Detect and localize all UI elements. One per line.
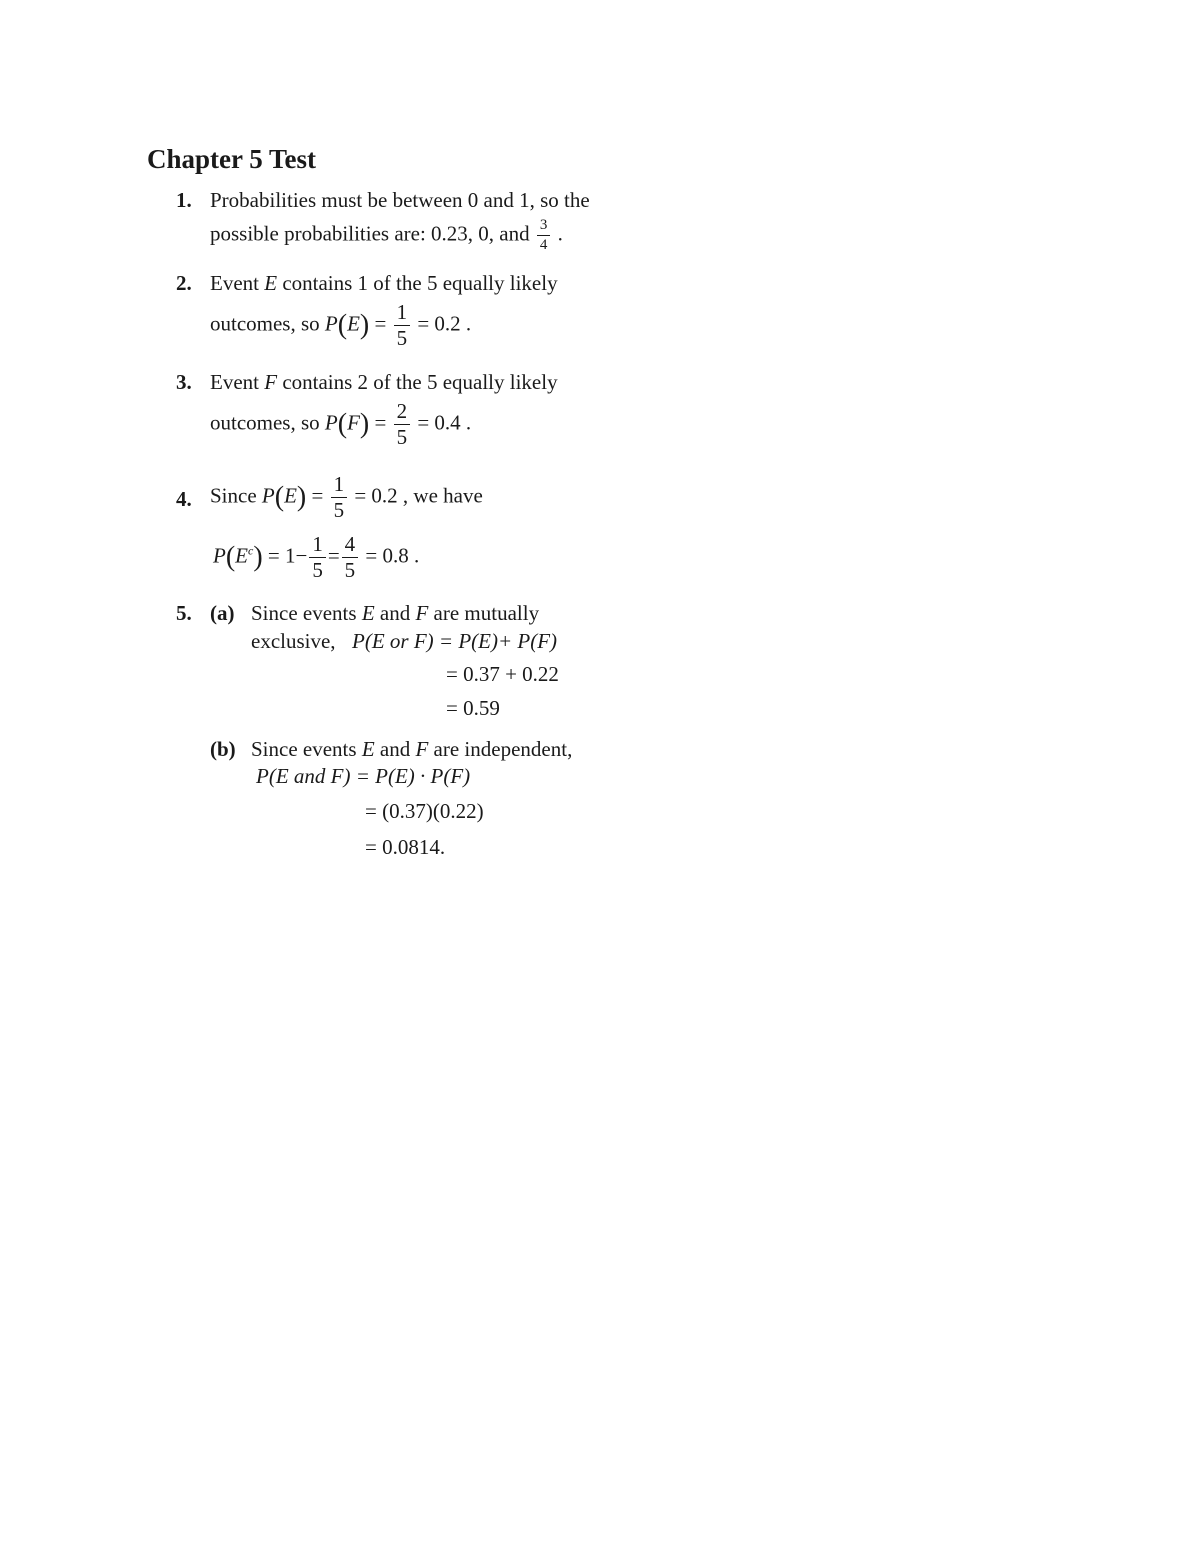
text: Since events <box>251 737 362 761</box>
item-1-line-1: Probabilities must be between 0 and 1, so the <box>210 188 590 212</box>
text: Since events <box>251 601 362 625</box>
item-number: 3. <box>176 370 192 394</box>
item-4-line-1: Since P(E) = $\frac{1}{5}$ = 0.2 , we have <box>210 472 483 522</box>
item-2-line-2: outcomes, so P(E) = $\frac{1}{5}$ = 0.2 . <box>210 300 472 350</box>
fraction <box>342 534 359 581</box>
fraction-numerator: 4 <box>342 534 359 558</box>
item-5a-expression: P(E or F) = P(E)+ P(F) <box>352 629 558 653</box>
item-number: 1. <box>176 188 192 212</box>
fraction-numerator: 1 <box>394 302 411 326</box>
item-5a-step-2: = 0.59 <box>446 696 500 720</box>
prob-symbol: P <box>324 311 338 336</box>
fraction <box>331 474 348 521</box>
text: = 1− <box>267 543 308 568</box>
variable: E <box>347 311 360 336</box>
text: contains 1 of the 5 equally likely <box>277 271 558 295</box>
fraction <box>394 401 411 448</box>
text: Event <box>210 370 265 394</box>
fraction <box>537 218 551 253</box>
item-number: 4. <box>176 487 192 511</box>
item-5b-step-1: = (0.37)(0.22) <box>365 799 484 823</box>
part-label: (b) <box>210 737 236 761</box>
prob-symbol: P <box>213 543 226 568</box>
item-5b-line-1 <box>251 739 572 760</box>
paren-open: ( <box>225 541 236 573</box>
fraction-denominator: 4 <box>539 237 548 253</box>
result: = 0.8 . <box>365 543 420 568</box>
fraction-numerator: 1 <box>331 474 348 498</box>
item-5a-line-1 <box>251 603 539 624</box>
fraction-denominator: 5 <box>344 558 356 582</box>
part-label: (a) <box>210 601 235 625</box>
paren-close: ) <box>359 408 370 440</box>
fraction-denominator: 5 <box>333 498 345 522</box>
item-1-end: . <box>552 221 563 246</box>
text: Event <box>210 271 265 295</box>
prob-symbol: P <box>261 483 275 508</box>
fraction-denominator: 5 <box>396 326 408 350</box>
variable: F <box>264 370 278 394</box>
variable: E <box>235 543 248 568</box>
paren-close: ) <box>359 309 370 341</box>
text: and <box>374 601 416 625</box>
variable: E <box>361 737 375 761</box>
fraction-numerator: 2 <box>394 401 411 425</box>
page-title: Chapter 5 Test <box>147 144 317 174</box>
text: are mutually <box>428 601 540 625</box>
item-number: 5. <box>176 601 192 625</box>
result: = 0.4 . <box>417 410 472 435</box>
paren-close: ) <box>253 541 263 573</box>
variable: E <box>284 483 297 508</box>
paren-open: ( <box>337 408 348 440</box>
fraction-denominator: 5 <box>312 558 323 582</box>
paren-open: ( <box>337 309 348 341</box>
item-3-line-2: outcomes, so P(F) = $\frac{2}{5}$ = 0.4 . <box>210 399 472 449</box>
item-5b-step-2: = 0.0814. <box>365 835 446 859</box>
variable: E <box>264 271 278 295</box>
fraction-numerator: 1 <box>309 534 326 558</box>
item-2-line-1 <box>210 273 558 294</box>
paren-open: ( <box>274 481 285 513</box>
item-5b-expression: P(E and F) = P(E) · P(F) <box>256 764 471 788</box>
item-number: 2. <box>176 271 192 295</box>
result: = 0.2 . <box>417 311 472 336</box>
item-5a-step-1: = 0.37 + 0.22 <box>446 662 559 686</box>
paren-close: ) <box>296 481 307 513</box>
item-4-line-2: $P(E^c) = 1-$ $\frac{1}{5}$ = $\frac{4}{5}$ = 0.8 . <box>213 532 420 582</box>
fraction <box>309 534 326 581</box>
complement-superscript: c <box>247 543 254 558</box>
text: contains 2 of the 5 equally likely <box>277 370 558 394</box>
fraction-denominator: 5 <box>396 425 408 449</box>
variable: F <box>415 737 429 761</box>
text: outcomes, so <box>210 311 325 336</box>
prob-symbol: P <box>324 410 338 435</box>
text: and <box>374 737 416 761</box>
item-1-text: possible probabilities are: 0.23, 0, and <box>210 221 535 246</box>
variable: F <box>347 410 360 435</box>
text: Since <box>210 483 262 508</box>
fraction <box>394 302 411 349</box>
item-5a-line-2: exclusive, <box>251 629 336 653</box>
fraction-numerator: 3 <box>537 218 551 236</box>
variable: E <box>361 601 375 625</box>
item-1-line-2 <box>210 218 563 253</box>
item-3-line-1 <box>210 372 558 393</box>
text: outcomes, so <box>210 410 325 435</box>
variable: F <box>415 601 429 625</box>
text: are independent, <box>428 737 573 761</box>
text: = 0.2 , we have <box>354 483 483 508</box>
